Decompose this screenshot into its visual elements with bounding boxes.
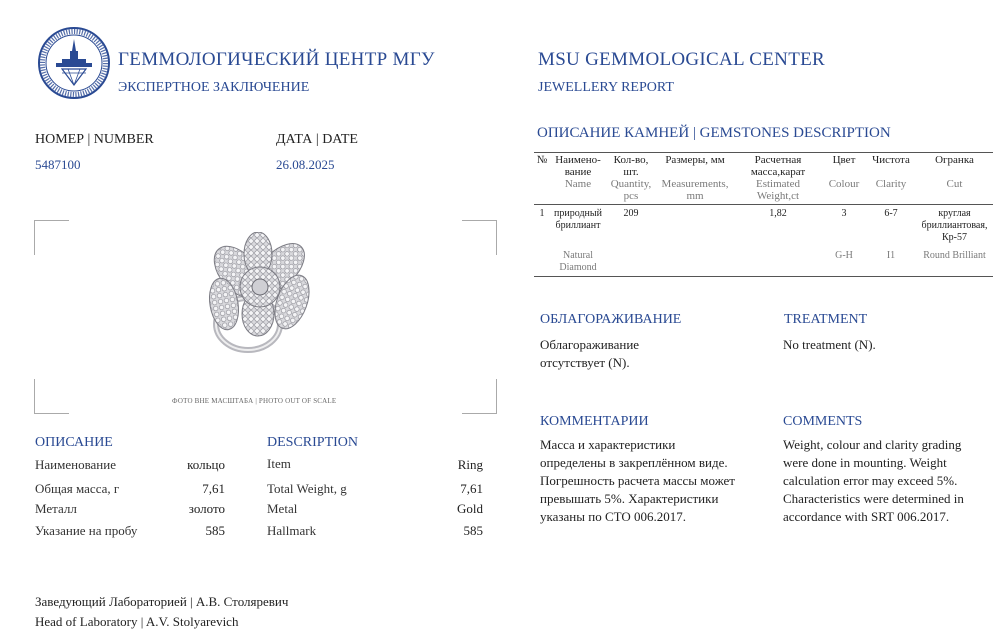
gem-row-name-en: Natural Diamond [550, 244, 606, 277]
comments-ru-line: превышать 5%. Характеристики [540, 491, 719, 506]
comments-en-line: Weight, colour and clarity grading [783, 437, 962, 452]
gem-row-colour-en: G-H [822, 244, 866, 277]
gem-row-qty-en [606, 244, 656, 277]
col-header-measure-en: Measurements, mm [656, 178, 734, 205]
desc-hallmark-value-en: 585 [463, 523, 483, 538]
gem-row-no: 1 [539, 208, 545, 219]
signature-en: Head of Laboratory | A.V. Stolyarevich [35, 614, 239, 629]
photo-caption: ФОТО ВНЕ МАСШТАБА | PHOTO OUT OF SCALE [172, 397, 337, 405]
desc-hallmark-label-ru: Указание на пробу [35, 523, 138, 538]
gem-row-cut-en: Round Brilliant [916, 244, 993, 277]
col-header-cut-ru: Огранка [916, 153, 993, 179]
signature-ru: Заведующий Лабораторией | А.В. Столяревич [35, 594, 289, 609]
report-date: 26.08.2025 [276, 157, 335, 172]
col-header-weight-en: Estimated Weight,ct [734, 178, 822, 205]
comments-text-ru [540, 436, 735, 526]
gem-row-measure [656, 205, 734, 245]
col-header-clarity-ru: Чистота [866, 153, 916, 179]
comments-ru-line: Масса и характеристики [540, 437, 676, 452]
gem-row-no-en [534, 244, 550, 277]
description-title-en: DESCRIPTION [267, 435, 359, 450]
treatment-text-ru-1: Облагораживание [540, 337, 640, 352]
desc-hallmark-label-en: Hallmark [267, 523, 317, 538]
col-header-colour-ru: Цвет [822, 153, 866, 179]
desc-weight-label-ru: Общая масса, г [35, 481, 120, 496]
gem-row-measure-en [656, 244, 734, 277]
col-header-no-en [534, 178, 550, 205]
gem-row-weight: 1,82 [769, 208, 787, 219]
report-number: 5487100 [35, 157, 81, 172]
comments-en-line: calculation error may exceed 5%. [783, 473, 958, 488]
comments-en-line: accordance with SRT 006.2017. [783, 509, 950, 524]
ring-photo [188, 232, 328, 360]
desc-weight-value-en: 7,61 [460, 481, 483, 496]
col-header-clarity-en: Clarity [866, 178, 916, 205]
desc-metal-value-ru: золото [188, 501, 225, 516]
photo-frame-corner-br [462, 379, 497, 414]
gem-row-qty: 209 [623, 208, 639, 219]
comments-en-line: Characteristics were determined in [783, 491, 964, 506]
report-subtitle-en: JEWELLERY REPORT [538, 80, 674, 95]
comments-en-line: were done in mounting. Weight [783, 455, 947, 470]
col-header-name-ru: Наимено-вание [550, 153, 606, 179]
photo-frame-corner-tr [462, 220, 497, 255]
treatment-text-ru-2: отсутствует (N). [540, 355, 630, 370]
report-subtitle-ru: ЭКСПЕРТНОЕ ЗАКЛЮЧЕНИЕ [118, 80, 310, 95]
desc-item-value-ru: кольцо [187, 457, 225, 472]
col-header-qty-ru: Кол-во, шт. [606, 153, 656, 179]
gem-row-colour-ru: 3 [841, 208, 847, 219]
comments-ru-line: Погрешность расчета массы может [540, 473, 735, 488]
msu-seal-logo [38, 27, 110, 99]
gem-row-weight-en [734, 244, 822, 277]
treatment-title-ru: ОБЛАГОРАЖИВАНИЕ [540, 312, 682, 327]
gemstones-title: ОПИСАНИЕ КАМНЕЙ | GEMSTONES DESCRIPTION [537, 125, 891, 141]
col-header-no: № [534, 153, 550, 179]
gem-row-cut-ru: круглая бриллиантовая, Кр-57 [921, 208, 988, 243]
treatment-text-en: No treatment (N). [783, 337, 876, 352]
gem-row-clarity-ru: 6-7 [884, 208, 898, 219]
gem-row-clarity-en: I1 [866, 244, 916, 277]
col-header-weight-ru: Расчетная масса,карат [734, 153, 822, 179]
col-header-cut-en: Cut [916, 178, 993, 205]
description-title-ru: ОПИСАНИЕ [35, 435, 113, 450]
desc-hallmark-value-ru: 585 [205, 523, 225, 538]
desc-weight-value-ru: 7,61 [202, 481, 225, 496]
gemstones-table [534, 152, 993, 277]
org-title-ru: ГЕММОЛОГИЧЕСКИЙ ЦЕНТР МГУ [118, 49, 435, 70]
col-header-measure-ru: Размеры, мм [656, 153, 734, 179]
desc-metal-label-ru: Металл [35, 501, 77, 516]
gem-row-name-ru: природный бриллиант [554, 208, 602, 231]
desc-weight-label-en: Total Weight, g [267, 481, 347, 496]
desc-metal-label-en: Metal [267, 501, 298, 516]
desc-item-label-en: Item [267, 456, 291, 471]
comments-title-en: COMMENTS [783, 414, 863, 429]
photo-frame-corner-bl [34, 379, 69, 414]
comments-title-ru: КОММЕНТАРИИ [540, 414, 649, 429]
desc-item-label-ru: Наименование [35, 457, 116, 472]
desc-item-value-en: Ring [457, 457, 483, 472]
org-title-en: MSU GEMMOLOGICAL CENTER [538, 49, 825, 70]
report-date-label: ДАТА | DATE [276, 132, 358, 147]
comments-ru-line: определены в закреплённом виде. [540, 455, 728, 470]
col-header-qty-en: Quantity, pcs [606, 178, 656, 205]
col-header-name-en: Name [550, 178, 606, 205]
col-header-colour-en: Colour [822, 178, 866, 205]
comments-ru-line: указаны по СТО 006.2017. [540, 509, 687, 524]
report-number-label: НОМЕР | NUMBER [35, 132, 154, 147]
comments-text-en [783, 436, 964, 526]
photo-frame-corner-tl [34, 220, 69, 255]
treatment-title-en: TREATMENT [784, 312, 868, 327]
desc-metal-value-en: Gold [457, 501, 483, 516]
